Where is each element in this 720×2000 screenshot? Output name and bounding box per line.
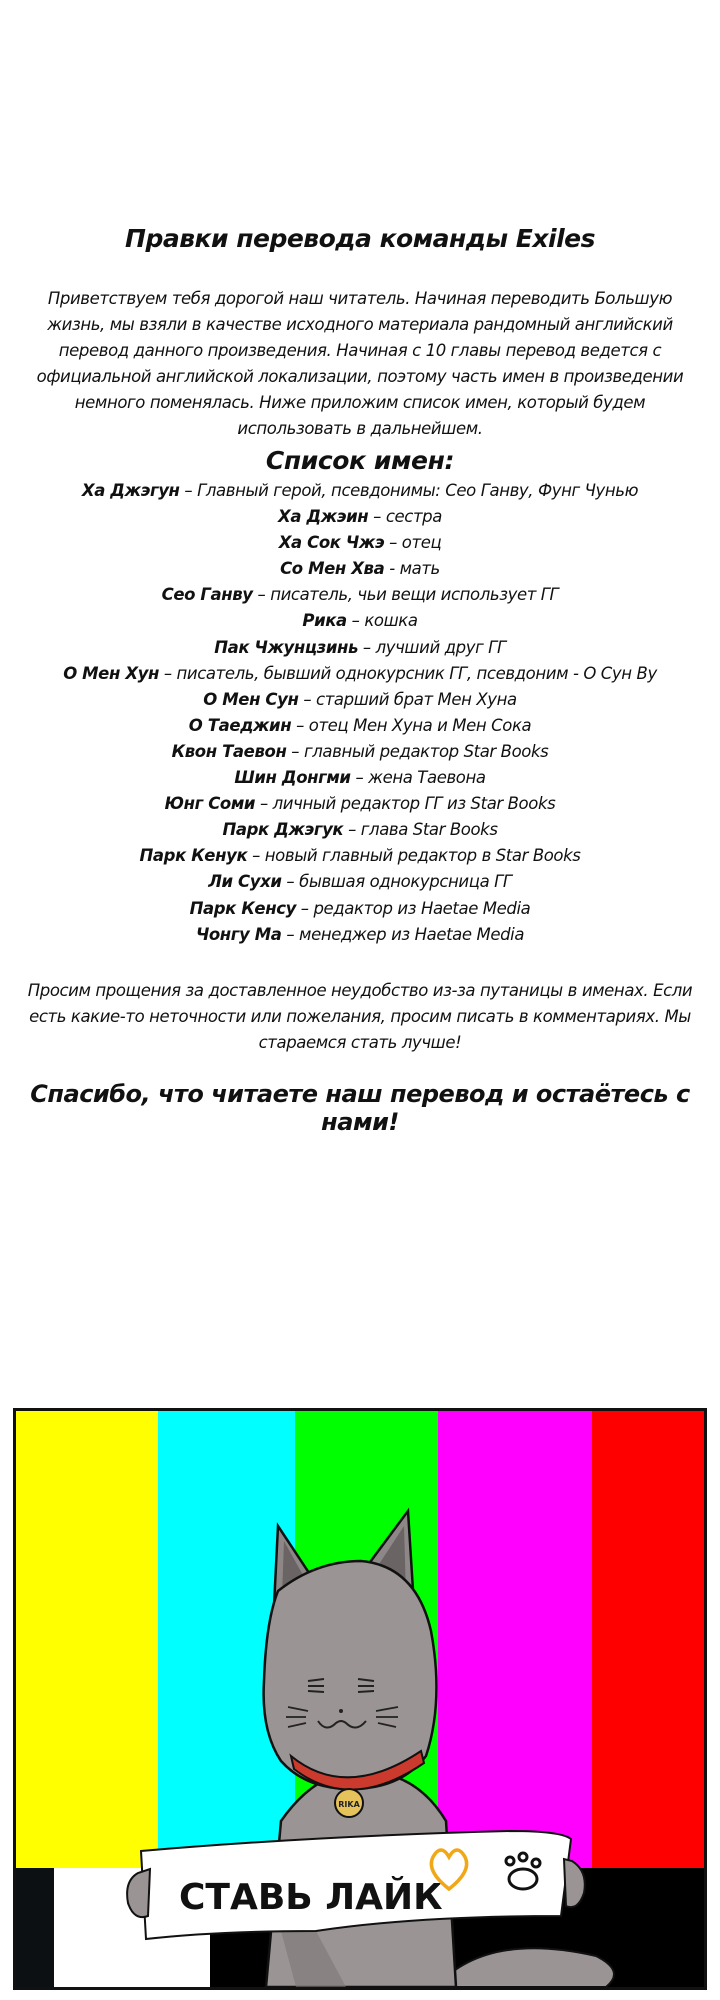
names-list-item: [0, 661, 720, 687]
character-description: – личный редактор ГГ из Star Books: [255, 794, 556, 814]
character-name: Квон Таевон: [171, 741, 287, 761]
names-list-item: [0, 530, 720, 556]
names-list-item: [0, 869, 720, 895]
character-description: – кошка: [346, 611, 418, 631]
character-name: Шин Донгми: [234, 768, 351, 788]
character-name: Ха Джэгун: [81, 481, 180, 500]
character-description: – бывшая однокурсница ГГ: [281, 872, 512, 892]
character-name: Ли Сухи: [208, 872, 282, 892]
character-description: – глава Star Books: [343, 820, 498, 840]
character-name: Юнг Соми: [164, 794, 256, 814]
names-list-item: [0, 843, 720, 869]
character-description: – редактор из Haetae Media: [295, 898, 531, 918]
names-list-item: [0, 896, 720, 922]
character-description: – Главный герой, псевдонимы: Сео Ганву, Фунг Чунью: [179, 481, 639, 500]
like-request-panel: [13, 1408, 707, 1990]
character-name: Сео Ганву: [161, 585, 253, 605]
character-description: – отец: [384, 533, 442, 553]
names-list-item: [0, 765, 720, 791]
character-description: – старший брат Мен Хуна: [298, 689, 517, 709]
character-description: – сестра: [368, 507, 442, 527]
character-name: О Мен Хун: [63, 663, 159, 683]
page-title: Правки перевода команды Exiles: [125, 224, 595, 253]
character-description: – писатель, чьи вещи использует ГГ: [252, 585, 559, 605]
character-name: Рика: [302, 611, 347, 631]
character-name: Парк Кенук: [139, 846, 248, 866]
character-name: О Таеджин: [188, 715, 292, 735]
names-list-item: [0, 791, 720, 817]
character-name: Парк Джэгук: [222, 820, 344, 840]
names-list-item: [0, 556, 720, 582]
names-list-item: [0, 478, 720, 504]
names-list-item: [0, 713, 720, 739]
collar-tag-text: RIKA: [338, 1800, 360, 1809]
character-name: Пак Чжунцзинь: [214, 637, 359, 657]
names-list-item: [0, 817, 720, 843]
names-list-item: [0, 687, 720, 713]
names-list-item: [0, 635, 720, 661]
character-name: Чонгу Ма: [195, 924, 282, 944]
character-description: – писатель, бывший однокурсник ГГ, псевдоним - О Сун Ву: [159, 663, 657, 683]
names-list-heading: Список имен:: [265, 446, 455, 475]
character-description: – главный редактор Star Books: [286, 741, 549, 761]
names-list-item: [0, 922, 720, 948]
thanks-message: Спасибо, что читаете наш перевод и остаётесь с нами!: [30, 1080, 690, 1136]
sign-text: СТАВЬ ЛАЙК: [179, 1877, 443, 1918]
names-list-item: [0, 739, 720, 765]
apology-paragraph: Просим прощения за доставленное неудобство из-за путаницы в именах. Если есть какие-то неточности или пожелания, просим писать в комментариях. Мы стараемся стать лучше!: [27, 981, 693, 1052]
character-description: – жена Таевона: [350, 768, 486, 788]
names-list-item: [0, 608, 720, 634]
character-name: Ха Джэин: [278, 507, 369, 527]
character-description: - мать: [384, 559, 440, 579]
intro-paragraph: Приветствуем тебя дорогой наш читатель. Начиная переводить Большую жизнь, мы взяли в качестве исходного материала рандомный английский перевод данного произведения. Начиная с 10 главы перевод ведется с официальной английской локализации, поэтому часть имен в произведении немного поменялась. Ниже приложим список имен, который будем использовать в дальнейшем.: [36, 289, 684, 438]
character-description: – отец Мен Хуна и Мен Сока: [291, 715, 532, 735]
cat-illustration: [16, 1411, 704, 1987]
character-description: – менеджер из Haetae Media: [281, 924, 525, 944]
character-description: – новый главный редактор в Star Books: [247, 846, 581, 866]
character-name: Парк Кенсу: [189, 898, 296, 918]
names-list: [0, 478, 720, 948]
character-name: Со Мен Хва: [280, 559, 385, 579]
names-list-item: [0, 504, 720, 530]
names-list-item: [0, 582, 720, 608]
character-name: Ха Сок Чжэ: [278, 533, 385, 553]
character-name: О Мен Сун: [203, 689, 299, 709]
character-description: – лучший друг ГГ: [358, 637, 506, 657]
